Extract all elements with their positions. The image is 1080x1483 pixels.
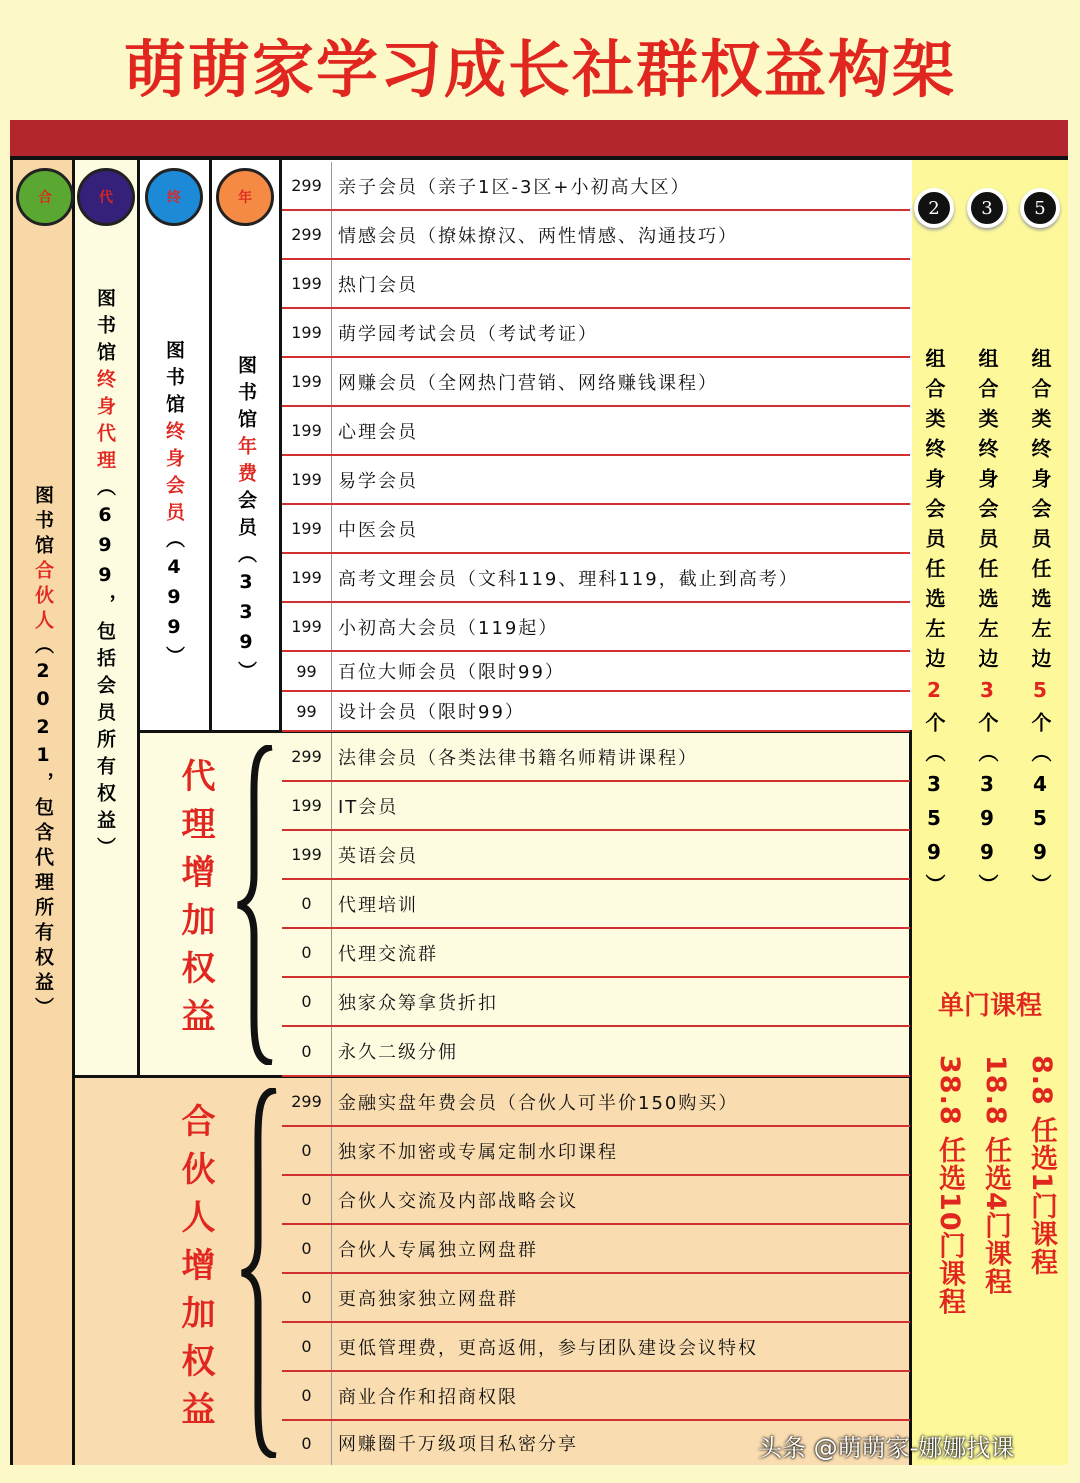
row-name: 中医会员 bbox=[338, 519, 418, 541]
row-price: 0 bbox=[282, 1421, 332, 1465]
tier-partner-column bbox=[10, 160, 75, 1465]
row-price: 0 bbox=[282, 1323, 332, 1370]
brace-icon bbox=[240, 1088, 280, 1458]
benefit-row bbox=[282, 880, 910, 929]
row-name: 亲子会员（亲子1区-3区+小初高大区） bbox=[338, 176, 691, 198]
benefit-row bbox=[282, 1176, 910, 1225]
row-price: 0 bbox=[282, 929, 332, 976]
row-price: 199 bbox=[282, 456, 332, 503]
row-name: 金融实盘年费会员（合伙人可半价150购买） bbox=[338, 1092, 739, 1114]
row-price: 0 bbox=[282, 978, 332, 1025]
benefit-row bbox=[282, 978, 910, 1027]
benefit-row bbox=[282, 733, 910, 782]
row-name: 英语会员 bbox=[338, 845, 418, 867]
benefit-row bbox=[282, 162, 910, 211]
row-price: 199 bbox=[282, 831, 332, 878]
agent-badge-icon: 代 bbox=[77, 168, 135, 226]
row-name: 商业合作和招商权限 bbox=[338, 1386, 518, 1408]
row-price: 199 bbox=[282, 603, 332, 650]
row-name: 情感会员（撩妹撩汉、两性情感、沟通技巧） bbox=[338, 225, 738, 247]
row-price: 199 bbox=[282, 505, 332, 552]
single-option: 38.8 任选10门课程 bbox=[934, 1055, 965, 1316]
combo-3-badge-icon: 3 bbox=[967, 188, 1007, 228]
combo-2-label: 组合类终身会员任选左边2个（359） bbox=[922, 348, 946, 904]
benefit-row bbox=[282, 358, 910, 407]
row-price: 0 bbox=[282, 1225, 332, 1272]
benefit-row bbox=[282, 505, 910, 554]
row-price: 299 bbox=[282, 211, 332, 258]
benefit-row bbox=[282, 1078, 910, 1127]
benefit-row bbox=[282, 554, 910, 603]
benefit-row bbox=[282, 407, 910, 456]
benefit-row bbox=[282, 831, 910, 880]
benefit-row bbox=[282, 692, 910, 732]
benefit-row bbox=[282, 1274, 910, 1323]
row-name: 法律会员（各类法律书籍名师精讲课程） bbox=[338, 747, 698, 769]
row-name: IT会员 bbox=[338, 796, 399, 818]
row-price: 0 bbox=[282, 1027, 332, 1075]
benefit-row bbox=[282, 211, 910, 260]
annual-badge-icon: 年 bbox=[216, 168, 274, 226]
row-name: 百位大师会员（限时99） bbox=[338, 662, 565, 683]
benefit-row bbox=[282, 456, 910, 505]
row-price: 199 bbox=[282, 309, 332, 356]
benefit-row bbox=[282, 1027, 910, 1077]
row-name: 心理会员 bbox=[338, 421, 418, 443]
benefit-row bbox=[282, 309, 910, 358]
benefit-row bbox=[282, 782, 910, 831]
row-price: 199 bbox=[282, 407, 332, 454]
combo-3-label: 组合类终身会员任选左边3个（399） bbox=[975, 348, 999, 904]
row-price: 0 bbox=[282, 880, 332, 927]
row-name: 独家不加密或专属定制水印课程 bbox=[338, 1141, 618, 1163]
agent-section-label: 代理增加权益 bbox=[175, 758, 215, 1046]
row-name: 代理交流群 bbox=[338, 943, 438, 965]
row-name: 合伙人交流及内部战略会议 bbox=[338, 1190, 578, 1212]
row-price: 299 bbox=[282, 162, 332, 209]
brace-icon bbox=[236, 745, 276, 1065]
row-price: 0 bbox=[282, 1176, 332, 1223]
agent-tier-label: 图书馆终身代理（699，包括会员所有权益） bbox=[94, 288, 116, 864]
lifetime-badge-icon: 终 bbox=[145, 168, 203, 226]
row-name: 独家众筹拿货折扣 bbox=[338, 992, 498, 1014]
row-name: 永久二级分佣 bbox=[338, 1042, 458, 1063]
row-price: 299 bbox=[282, 733, 332, 780]
row-name: 热门会员 bbox=[338, 274, 418, 296]
row-price: 199 bbox=[282, 260, 332, 307]
row-name: 高考文理会员（文科119、理科119，截止到高考） bbox=[338, 568, 799, 590]
row-name: 更低管理费，更高返佣，参与团队建设会议特权 bbox=[338, 1337, 758, 1359]
row-price: 0 bbox=[282, 1127, 332, 1174]
combo-2-badge-icon: 2 bbox=[914, 188, 954, 228]
row-name: 小初高大会员（119起） bbox=[338, 617, 559, 639]
single-option: 18.8 任选4门课程 bbox=[980, 1055, 1011, 1296]
page-title: 萌萌家学习成长社群权益构架 bbox=[123, 33, 956, 106]
row-price: 199 bbox=[282, 782, 332, 829]
combo-5-badge-icon: 5 bbox=[1020, 188, 1060, 228]
partner-badge-icon: 合 bbox=[16, 168, 74, 226]
row-price: 0 bbox=[282, 1372, 332, 1419]
benefit-row bbox=[282, 1127, 910, 1176]
benefit-row bbox=[282, 1323, 910, 1372]
row-name: 易学会员 bbox=[338, 470, 418, 492]
annual-tier-label: 图书馆年费会员（339） bbox=[235, 355, 257, 688]
benefit-row bbox=[282, 1225, 910, 1274]
row-price: 299 bbox=[282, 1078, 332, 1125]
row-name: 网赚会员（全网热门营销、网络赚钱课程） bbox=[338, 372, 718, 394]
benefit-row bbox=[282, 1372, 910, 1421]
row-name: 萌学园考试会员（考试考证） bbox=[338, 323, 598, 345]
row-name: 更高独家独立网盘群 bbox=[338, 1288, 518, 1310]
benefit-row bbox=[282, 652, 910, 692]
row-price: 99 bbox=[282, 652, 332, 690]
row-name: 网赚圈千万级项目私密分享 bbox=[338, 1434, 578, 1455]
row-name: 设计会员（限时99） bbox=[338, 702, 525, 723]
row-price: 199 bbox=[282, 554, 332, 601]
tier-annual-column bbox=[212, 160, 282, 730]
row-price: 0 bbox=[282, 1274, 332, 1321]
tier-agent-column bbox=[75, 160, 140, 1075]
benefit-row bbox=[282, 260, 910, 309]
lifetime-tier-label: 图书馆终身会员（499） bbox=[163, 340, 185, 673]
row-price: 199 bbox=[282, 358, 332, 405]
row-name: 代理培训 bbox=[338, 894, 418, 916]
benefit-row bbox=[282, 603, 910, 652]
partner-section-label: 合伙人增加权益 bbox=[175, 1103, 215, 1439]
row-name: 合伙人专属独立网盘群 bbox=[338, 1239, 538, 1261]
partner-tier-label: 图书馆合伙人（2021，包含代理所有权益） bbox=[32, 485, 54, 1022]
header-bar bbox=[10, 120, 1068, 160]
single-course-title: 单门课程 bbox=[937, 991, 1042, 1021]
single-option: 8.8 任选1门课程 bbox=[1026, 1055, 1057, 1277]
combo-5-label: 组合类终身会员任选左边5个（459） bbox=[1028, 348, 1052, 904]
footer-watermark: 头条 @萌萌家-娜娜找课 bbox=[758, 1434, 1015, 1462]
row-price: 99 bbox=[282, 692, 332, 730]
tier-lifetime-column bbox=[140, 160, 212, 730]
benefit-row bbox=[282, 929, 910, 978]
